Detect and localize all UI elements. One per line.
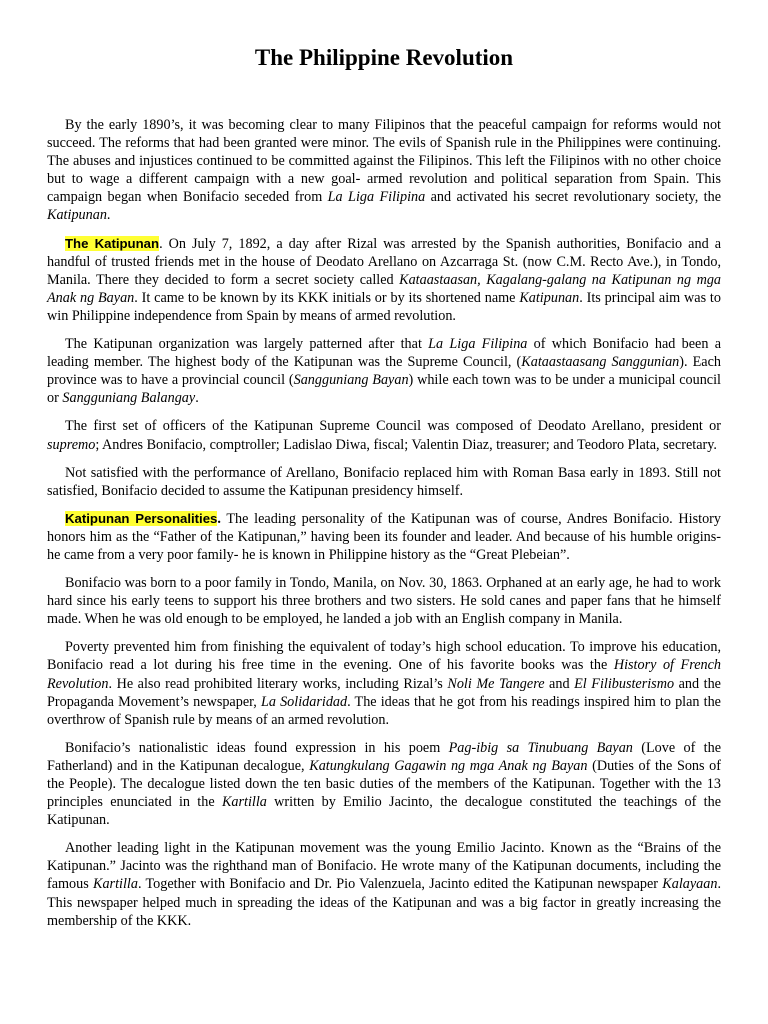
paragraph-jacinto: Another leading light in the Katipunan movement was the young Emilio Jacinto. Known as the “Brains of the Katipunan.” Jacinto was the righthand man of Bonifacio. He wrote many of the Katipunan documents, including the famous Kartilla. Together with Bonifacio and Dr. Pio Valenzuela, Jacinto edited the Katipunan newspaper Kalayaan. This newspaper helped much in spreading the ideas of the Katipunan and was a big factor in greatly increasing the membership of the KKK. — [47, 840, 721, 929]
page-title: The Philippine Revolution — [254, 45, 514, 70]
paragraph-organization: The Katipunan organization was largely patterned after that La Liga Filipina of which Bonifacio had been a leading member. The highest body of the Katipunan was the Supreme Council, (Kataastaasang Sanggunian). Each province was to have a provincial council (Sangguniang Bayan) while each town was to be under a municipal council or Sangguniang Balangay. — [47, 336, 721, 407]
highlight-katipunan-heading: The Katipunan — [65, 235, 160, 251]
paragraph-intro: By the early 1890’s, it was becoming clear to many Filipinos that the peaceful campaign for reforms would not succeed. The reforms that had been granted were minor. The evils of Spanish rule in the Philippines were continuing. The abuses and injustices continued to be committed against the Filipinos. This left the Filipinos with no other choice but to wage a different campaign with a new goal- armed revolution and political separation from Spain. This campaign began when Bonifacio seceded from La Liga Filipina and activated his secret revolutionary society, the Katipunan. — [47, 117, 721, 224]
paragraph-arellano: Not satisfied with the performance of Arellano, Bonifacio replaced him with Roman Basa early in 1893. Still not satisfied, Bonifacio decided to assume the Katipunan presidency himself. — [47, 464, 721, 499]
highlight-personalities-heading: Katipunan Personalities — [65, 510, 218, 526]
paragraph-nationalistic-ideas: Bonifacio’s nationalistic ideas found expression in his poem Pag-ibig sa Tinubuang Bayan (Love of the Fatherland) and in the Katipunan decalogue, Katungkulang Gagawin ng mga Anak ng Bayan (Duties of the Sons of the People). The decalogue listed down the ten basic duties of the members of the Katipunan. Together with the 13 principles enunciated in the Kartilla written by Emilio Jacinto, the decalogue constituted the teachings of the Katipunan. — [47, 739, 722, 829]
paragraph-officers: The first set of officers of the Katipunan Supreme Council was composed of Deodato Arellano, president or supremo; Andres Bonifacio, comptroller; Ladislao Diwa, fiscal; Valentin Diaz, treasurer; and Teodoro Plata, secretary. — [47, 418, 721, 453]
paragraph-bonifacio-birth: Bonifacio was born to a poor family in Tondo, Manila, on Nov. 30, 1863. Orphaned at an early age, he had to work hard since his early teens to support his three brothers and two sisters. He sold canes and paper fans that he himself made. When he was old enough to be employed, he landed a job with an English company in Manila. — [47, 575, 721, 628]
paragraph-personalities: Katipunan Personalities. The leading personality of the Katipunan was of course, Andres Bonifacio. History honors him as the “Father of the Katipunan,” having been its founder and leader. And because of his humble origins- he came from a very poor family- he is known in Philippine history as the “Great Plebeian”. — [47, 510, 721, 563]
paragraph-bonifacio-education: Poverty prevented him from finishing the equivalent of today’s high school education. To improve his education, Bonifacio read a lot during his free time in the evening. One of his favorite books was the History of French Revolution. He also read prohibited literary works, including Rizal’s Noli Me Tangere and El Filibusterismo and the Propaganda Movement’s newspaper, La Solidaridad. The ideas that he got from his readings inspired him to plan the overthrow of Spanish rule by means of an armed revolution. — [47, 639, 721, 728]
paragraph-katipunan: The Katipunan. On July 7, 1892, a day after Rizal was arrested by the Spanish authorities, Bonifacio and a handful of trusted friends met in the house of Deodato Arellano on Azcarraga St. (now C.M. Recto Ave.), in Tondo, Manila. There they decided to form a secret society called Kataastaasan, Kagalang-galang na Katipunan ng mga Anak ng Bayan. It came to be known by its KKK initials or by its shortened name Katipunan. Its principal aim was to win Philippine independence from Spain by means of armed revolution. — [47, 235, 722, 324]
